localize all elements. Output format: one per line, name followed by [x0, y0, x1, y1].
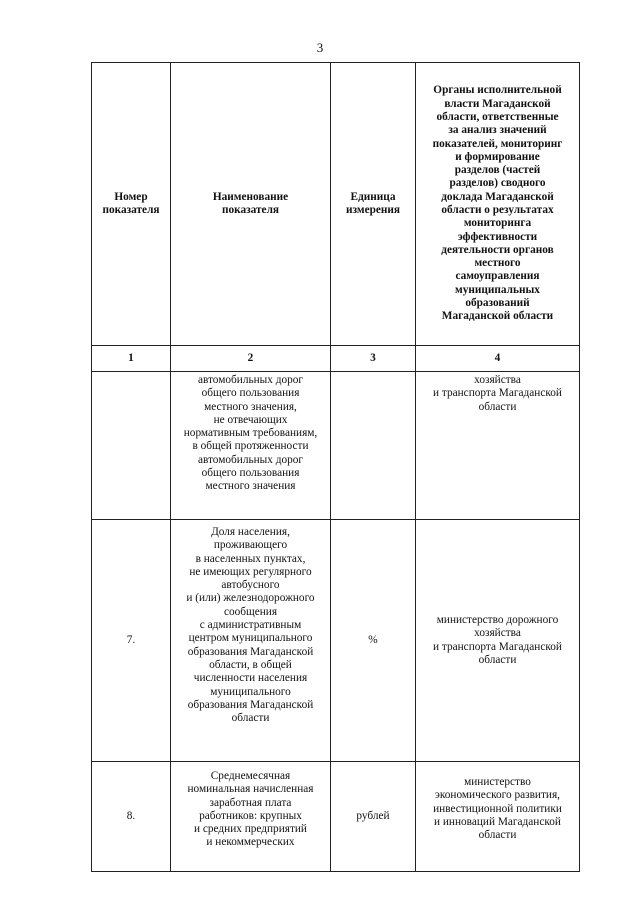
column-number-row	[92, 346, 580, 372]
indicators-table	[91, 62, 580, 872]
header-indicator-name: Наименование показателя	[171, 63, 331, 346]
column-number: 3	[331, 346, 416, 372]
authority-cell: хозяйства и транспорта Магаданской области	[416, 372, 580, 520]
indicator-number-cell: 7.	[92, 520, 171, 762]
table-header-row	[92, 63, 580, 346]
unit-cell: %	[331, 520, 416, 762]
header-unit: Единица измерения	[331, 63, 416, 346]
header-responsible-authority: Органы исполнительной власти Магаданской области, ответственные за анализ значений показателей, мониторинг и формирование разделов (частей разделов) сводного доклада Магаданской области о результатах мониторинга эффективности деятельности органов местного самоуправления муниципальных образований Магаданской области	[416, 63, 580, 346]
indicator-name-cell: Доля населения, проживающего в населенных пунктах, не имеющих регулярного автобусного и (или) железнодорожного сообщения с административным центром муниципального образования Магаданской области, в общей численности населения муниципального образования Магаданской области	[171, 520, 331, 762]
column-number: 2	[171, 346, 331, 372]
authority-cell: министерство экономического развития, инвестиционной политики и инноваций Магаданской области	[416, 762, 580, 872]
page-number: 3	[316, 40, 324, 55]
table-row	[92, 372, 580, 520]
header-indicator-number: Номер показателя	[92, 63, 171, 346]
authority-cell: министерство дорожного хозяйства и транспорта Магаданской области	[416, 520, 580, 762]
column-number: 4	[416, 346, 580, 372]
column-number: 1	[92, 346, 171, 372]
indicator-number-cell	[92, 372, 171, 520]
indicator-name-cell: автомобильных дорог общего пользования местного значения, не отвечающих нормативным требованиям, в общей протяженности автомобильных дорог общего пользования местного значения	[171, 372, 331, 520]
indicator-number-cell: 8.	[92, 762, 171, 872]
unit-cell	[331, 372, 416, 520]
table-row	[92, 520, 580, 762]
indicator-name-cell: Среднемесячная номинальная начисленная заработная плата работников: крупных и средних предприятий и некоммерческих	[171, 762, 331, 872]
unit-cell: рублей	[331, 762, 416, 872]
table-row	[92, 762, 580, 872]
